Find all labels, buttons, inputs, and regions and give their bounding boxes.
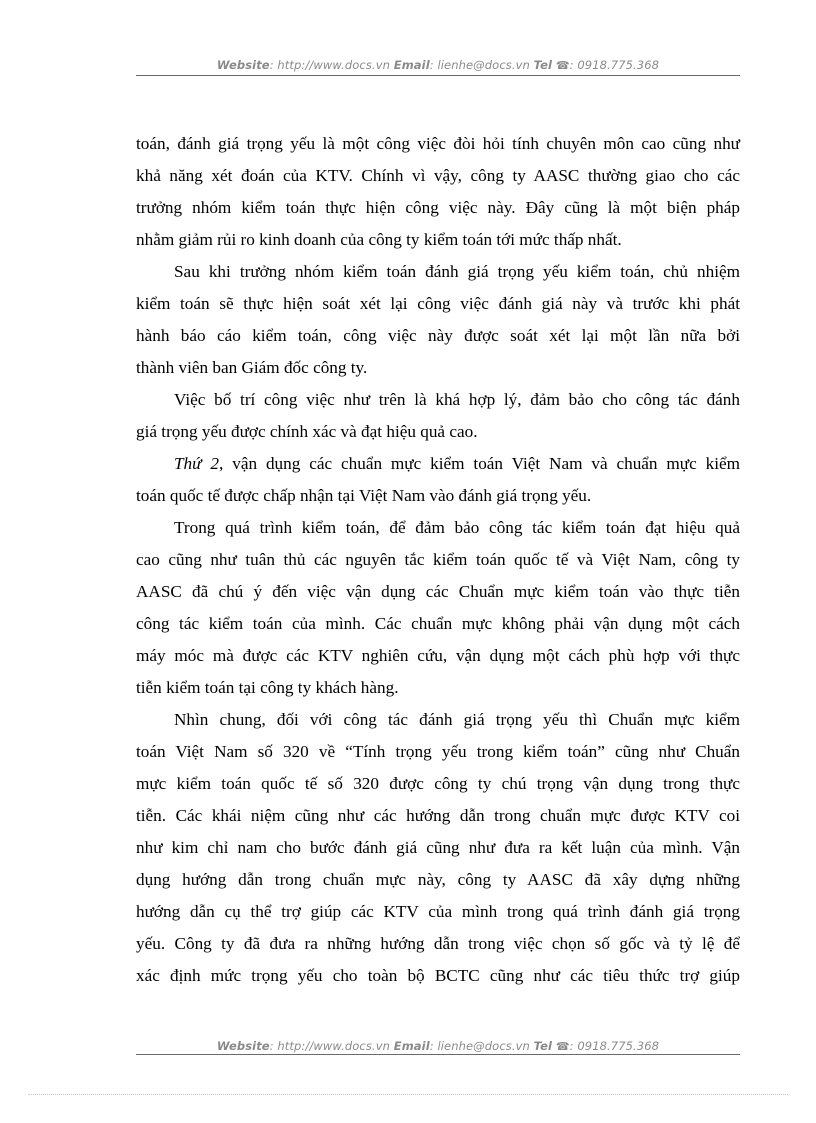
text-line: dụng hướng dẫn trong chuẩn mực này, công ty AASC đã xây dựng những bbox=[136, 870, 740, 889]
text-line: như kim chỉ nam cho bước đánh giá cũng như đưa ra kết luận của mình. Vận bbox=[136, 838, 740, 857]
page-footer bbox=[136, 1039, 740, 1053]
text-line: nhằm giảm rủi ro kinh doanh của công ty kiểm toán tới mức thấp nhất. bbox=[136, 230, 622, 249]
text-line: giá trọng yếu được chính xác và đạt hiệu quả cao. bbox=[136, 422, 478, 441]
footer-website-value: : http://www.docs.vn bbox=[269, 1039, 390, 1053]
text-line: hành báo cáo kiểm toán, công việc này được soát xét lại một lần nữa bởi bbox=[136, 326, 740, 345]
text-line: toán quốc tế được chấp nhận tại Việt Nam vào đánh giá trọng yếu. bbox=[136, 486, 592, 505]
page-header bbox=[136, 58, 740, 72]
text-line: Thứ 2, vận dụng các chuẩn mực kiểm toán Việt Nam và chuẩn mực kiểm bbox=[174, 454, 740, 473]
text-line: kiểm toán sẽ thực hiện soát xét lại công việc đánh giá này và trước khi phát bbox=[136, 294, 740, 313]
italic-lead: Thứ 2 bbox=[174, 454, 220, 473]
text-line: AASC đã chú ý đến việc vận dụng các Chuẩn mực kiểm toán vào thực tiễn bbox=[136, 582, 740, 601]
text-line: cao cũng như tuân thủ các nguyên tắc kiểm toán quốc tế và Việt Nam, công ty bbox=[136, 550, 740, 569]
footer-email-value: : lienhe@docs.vn bbox=[429, 1039, 530, 1053]
page-edge-dotted-line bbox=[28, 1094, 788, 1095]
text-line: tiễn. Các khái niệm cũng như các hướng dẫn trong chuẩn mực được KTV coi bbox=[136, 806, 740, 825]
header-divider bbox=[136, 75, 740, 76]
text-line: Nhìn chung, đối với công tác đánh giá trọng yếu thì Chuẩn mực kiểm bbox=[174, 710, 740, 729]
paragraph-6 bbox=[136, 704, 740, 992]
paragraph-2 bbox=[136, 256, 740, 384]
paragraph-1 bbox=[136, 128, 740, 256]
paragraph-4 bbox=[136, 448, 740, 512]
paragraph-3 bbox=[136, 384, 740, 448]
text-line: công tác kiểm toán của mình. Các chuẩn mực không phải vận dụng một cách bbox=[136, 614, 740, 633]
text-line: máy móc mà được các KTV nghiên cứu, vận dụng một cách phù hợp với thực bbox=[136, 646, 740, 665]
telephone-icon: ☎ bbox=[555, 1040, 570, 1053]
footer-tel-label: Tel bbox=[533, 1039, 553, 1053]
text-line: yếu. Công ty đã đưa ra những hướng dẫn trong việc chọn số gốc và tỷ lệ để bbox=[136, 934, 740, 953]
text-line: xác định mức trọng yếu cho toàn bộ BCTC cũng như các tiêu thức trợ giúp bbox=[136, 966, 740, 985]
text-line: mực kiểm toán quốc tế số 320 được công ty chú trọng vận dụng trong thực bbox=[136, 774, 740, 793]
footer-website-label: Website bbox=[216, 1039, 270, 1053]
text-line: Sau khi trưởng nhóm kiểm toán đánh giá trọng yếu kiểm toán, chủ nhiệm bbox=[174, 262, 740, 281]
text-line: thành viên ban Giám đốc công ty. bbox=[136, 358, 368, 377]
header-email-value: : lienhe@docs.vn bbox=[429, 58, 530, 72]
footer-email-label: Email bbox=[393, 1039, 430, 1053]
text-line: Trong quá trình kiểm toán, để đảm bảo công tác kiểm toán đạt hiệu quả bbox=[174, 518, 740, 537]
header-tel-label: Tel bbox=[533, 58, 553, 72]
text-line: toán Việt Nam số 320 về “Tính trọng yếu trong kiểm toán” cũng như Chuẩn bbox=[136, 742, 740, 761]
header-website-value: : http://www.docs.vn bbox=[269, 58, 390, 72]
footer-divider bbox=[136, 1054, 740, 1055]
text-line: khả năng xét đoán của KTV. Chính vì vậy, công ty AASC thường giao cho các bbox=[136, 166, 740, 185]
header-website-label: Website bbox=[216, 58, 270, 72]
document-body bbox=[136, 128, 740, 992]
text-line: hướng dẫn cụ thể trợ giúp các KTV của mình trong quá trình đánh giá trọng bbox=[136, 902, 740, 921]
header-email-label: Email bbox=[393, 58, 430, 72]
header-tel-value: : 0918.775.368 bbox=[569, 58, 660, 72]
text-line: tiễn kiểm toán tại công ty khách hàng. bbox=[136, 678, 399, 697]
text-line: Việc bố trí công việc như trên là khá hợp lý, đảm bảo cho công tác đánh bbox=[174, 390, 740, 409]
text-line: trưởng nhóm kiểm toán thực hiện công việc này. Đây cũng là một biện pháp bbox=[136, 198, 740, 217]
text-line: toán, đánh giá trọng yếu là một công việc đòi hỏi tính chuyên môn cao cũng như bbox=[136, 134, 740, 153]
telephone-icon: ☎ bbox=[555, 59, 570, 72]
footer-tel-value: : 0918.775.368 bbox=[569, 1039, 660, 1053]
paragraph-5 bbox=[136, 512, 740, 704]
